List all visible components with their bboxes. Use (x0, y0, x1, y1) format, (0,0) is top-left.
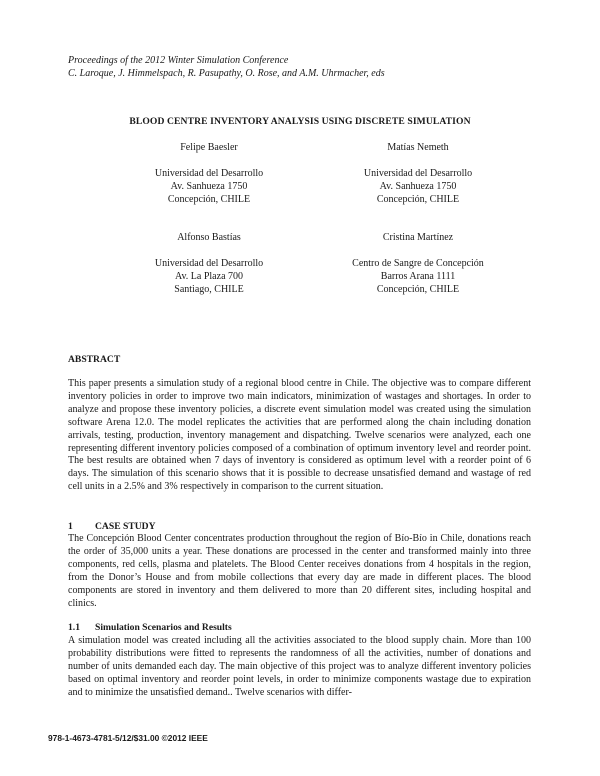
subsection-text: A simulation model was created including all the activities associated to the blood supply chain. More than 100 probability distributions were fitted to represents the randomness of all the activities, number of donations and number of units demanded each day. The main objective of this project was to analyze different inventory policies based on optimal inventory and reorder point levels, in order to minimize components wastage due to expiration and to minimize the unsatisfied demand.. Twelve scenarios with differ- (68, 635, 531, 698)
copyright-footer: 978-1-4673-4781-5/12/$31.00 ©2012 IEEE (48, 733, 208, 743)
author-name: Cristina Martínez (382, 232, 454, 243)
subsection-title: Simulation Scenarios and Results (95, 622, 232, 633)
affiliation-line: Centro de Sangre de Concepción (352, 258, 484, 269)
affiliation-line: Barros Arana 1111 (380, 271, 456, 282)
author-block (99, 141, 319, 206)
subsection-number: 1.1 (68, 622, 80, 633)
affiliation-line: Concepción, CHILE (376, 284, 460, 295)
affiliation-line: Universidad del Desarrollo (154, 168, 264, 179)
affiliation-line: Universidad del Desarrollo (154, 258, 264, 269)
author-affiliation (308, 167, 528, 206)
author-name: Matías Nemeth (387, 142, 449, 153)
affiliation-line: Santiago, CHILE (174, 284, 244, 295)
section-text: The Concepción Blood Center concentrates production throughout the region of Bío-Bío in Chile, donations reach the order of 35,000 units a year. These donations are processed in the center and transformed mainly into three components, red cells, plasma and platelets. The Blood Center receives donations from 4 hospitals in the region, from the Donor’s House and from mobile collections that every day are made in different places. The blood components are stored in inventory and them delivered to more than 20 different sites, including hospital and clinics. (68, 533, 531, 609)
abstract-heading: ABSTRACT (68, 354, 121, 365)
author-block (99, 231, 319, 296)
author-affiliation (308, 257, 528, 296)
author-affiliation (99, 167, 319, 206)
subsection-heading (68, 622, 232, 633)
conference-line-1: Proceedings of the 2012 Winter Simulation Conference (68, 55, 289, 66)
affiliation-line: Concepción, CHILE (376, 194, 460, 205)
section-number: 1 (68, 521, 73, 532)
affiliation-line: Universidad del Desarrollo (363, 168, 473, 179)
affiliation-line: Av. La Plaza 700 (174, 271, 244, 282)
affiliation-line: Concepción, CHILE (167, 194, 251, 205)
author-block (308, 141, 528, 206)
author-name: Felipe Baesler (180, 142, 238, 153)
affiliation-line: Av. Sanhueza 1750 (379, 181, 457, 192)
affiliation-line: Av. Sanhueza 1750 (170, 181, 248, 192)
author-affiliation (99, 257, 319, 296)
abstract-text: This paper presents a simulation study of a regional blood centre in Chile. The objective was to compare different inventory policies in order to improve two main indicators, minimization of wastages and shortages. In order to analyze and propose these inventory policies, a discrete event simulation model was created using the simulation software Arena 12.0. The model replicates the activities that are performed along the chain including donation arrivals, testing, production, inventory management and dispatching. Twelve scenarios were analyzed, each one representing different inventory policies composed of a combination of optimum inventory level and reorder point. The best results are obtained when 7 days of inventory is considered as optimum level with a reorder point of 6 days. The simulation of this scenario shows that it is possible to decrease unsatisfied demand and wastage of red cell units in a 2.5% and 3% respectively in comparison to the current situation. (68, 378, 531, 493)
section-heading (68, 521, 156, 532)
conference-line-2: C. Laroque, J. Himmelspach, R. Pasupathy, O. Rose, and A.M. Uhrmacher, eds (68, 68, 385, 79)
author-block (308, 231, 528, 296)
author-name: Alfonso Bastías (177, 232, 241, 243)
section-title: CASE STUDY (95, 521, 156, 532)
paper-title: BLOOD CENTRE INVENTORY ANALYSIS USING DISCRETE SIMULATION (129, 116, 471, 127)
